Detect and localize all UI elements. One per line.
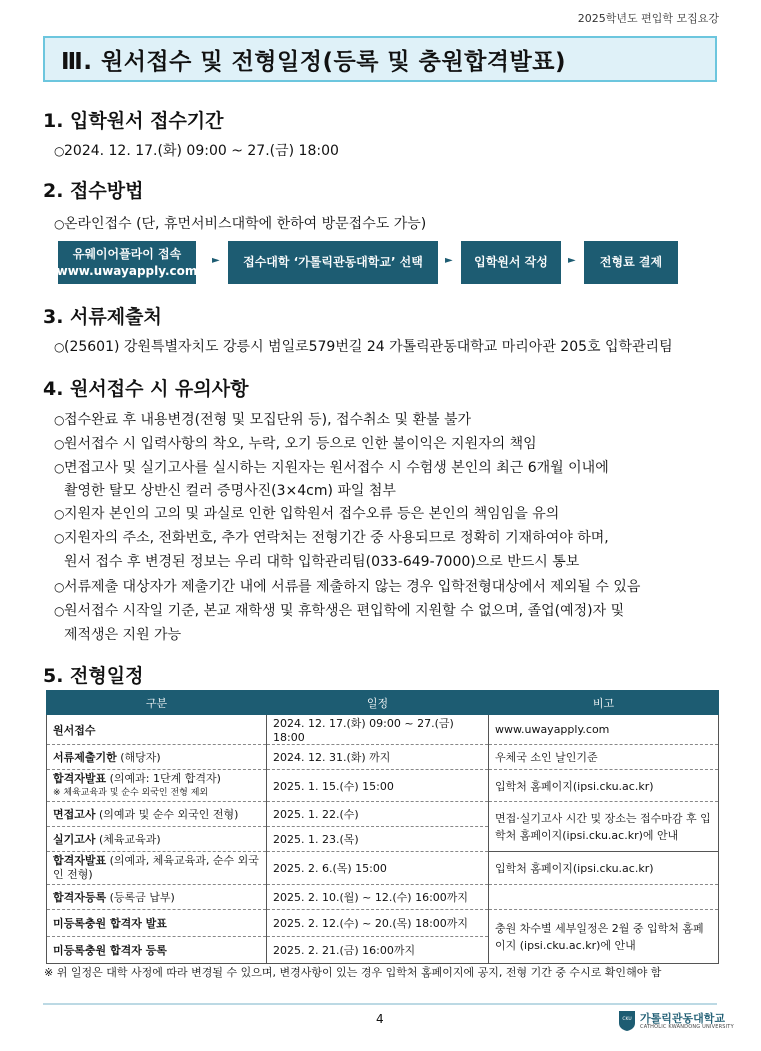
bullet: ○: [54, 144, 65, 158]
s4-line: [54, 433, 537, 453]
row-label-sub: ※ 체육교육과 및 순수 외국인 전형 제외: [53, 787, 209, 798]
flow-arrow-icon: ►: [212, 255, 220, 266]
bullet: ○: [54, 507, 65, 521]
bullet: ○: [54, 413, 65, 427]
row-label-rest: (의예과, 체육교육과, 순수 외국인 전형): [53, 854, 259, 881]
table-row: [47, 802, 719, 827]
university-name-english: CATHOLIC KWANDONG UNIVERSITY: [640, 1024, 734, 1030]
row-label-bold: 미등록충원 합격자 등록: [53, 944, 167, 957]
application-flow: [51, 241, 678, 284]
s2-line-text: 온라인접수 (단, 휴먼서비스대학에 한하여 방문접수도 가능): [64, 216, 427, 232]
university-logo: [618, 1010, 734, 1036]
row-label: [47, 827, 267, 852]
row-note: 면접·실기고사 시간 및 장소는 접수마감 후 입학처 홈페이지(ipsi.cku.ac.kr)에 안내: [489, 802, 719, 852]
flow-step-4-label: 전형료 결제: [599, 255, 663, 269]
row-label-rest: (의예과 및 순수 외국인 전형): [95, 808, 239, 821]
row-label: [47, 802, 267, 827]
row-note: 입학처 홈페이지(ipsi.cku.ac.kr): [489, 770, 719, 802]
table-row: [47, 885, 719, 910]
bullet: ○: [54, 580, 65, 594]
row-label-bold: 실기고사: [53, 833, 96, 846]
s4-line-text: 원서접수 시작일 기준, 본교 재학생 및 휴학생은 편입학에 지원할 수 없으며, 졸업(예정)자 및: [64, 603, 625, 619]
row-label-rest: (체육교육과): [95, 833, 161, 846]
flow-step-write-application: [461, 241, 561, 284]
s4-line-text: 지원자의 주소, 전화번호, 추가 연락처는 전형기간 중 사용되므로 정확히 기재하여야 하며,: [64, 530, 609, 546]
s4-line-text: 지원자 본인의 고의 및 과실로 인한 입학원서 접수오류 등은 본인의 책임임을 유의: [64, 506, 560, 522]
chapter-title: Ⅲ. 원서접수 및 전형일정(등록 및 충원합격발표): [61, 48, 566, 75]
s4-line-text: 원서접수 시 입력사항의 착오, 누락, 오기 등으로 인한 불이익은 지원자의 책임: [64, 436, 537, 452]
emblem-letters: CKU: [622, 1017, 632, 1022]
s4-line: [54, 600, 624, 620]
section-2-heading: 2. 접수방법: [43, 180, 144, 202]
table-row: [47, 770, 719, 802]
schedule-table: [46, 690, 719, 964]
chapter-title-box: [43, 36, 717, 82]
column-header: 비고: [489, 691, 719, 715]
row-note: 입학처 홈페이지(ipsi.cku.ac.kr): [489, 852, 719, 885]
section-4-heading: 4. 원서접수 시 유의사항: [43, 378, 249, 400]
flow-arrow-icon: ►: [568, 255, 576, 266]
row-date: 2024. 12. 31.(화) 까지: [267, 745, 489, 770]
s4-line: [54, 503, 559, 523]
table-row: [47, 745, 719, 770]
section-1-heading: 1. 입학원서 접수기간: [43, 110, 224, 132]
flow-step-2-label: 접수대학 ‘가톨릭관동대학교’ 선택: [243, 255, 423, 269]
section-3-heading: 3. 서류제출처: [43, 306, 162, 328]
table-row: [47, 715, 719, 745]
row-note: 우체국 소인 날인기준: [489, 745, 719, 770]
row-label-bold: 면접고사: [53, 808, 96, 821]
footer-divider: [43, 1003, 717, 1005]
row-label-bold: 합격자발표: [53, 854, 107, 867]
bullet: ○: [54, 217, 65, 231]
s4-line: [54, 527, 609, 547]
bullet: ○: [54, 340, 65, 354]
column-header: 일정: [267, 691, 489, 715]
s4-line-continued: 촬영한 탈모 상반신 컬러 증명사진(3×4cm) 파일 첨부: [64, 483, 396, 499]
row-label: [47, 852, 267, 885]
s3-line: [54, 336, 673, 356]
bullet: ○: [54, 437, 65, 451]
row-label-bold: 서류제출기한: [53, 751, 117, 764]
row-date: 2025. 1. 22.(수): [267, 802, 489, 827]
bullet: ○: [54, 461, 65, 475]
row-label: [47, 885, 267, 910]
column-header: 구분: [47, 691, 267, 715]
row-label-bold: 원서접수: [53, 723, 96, 737]
flow-step-select-university: [228, 241, 438, 284]
row-date: 2025. 2. 6.(목) 15:00: [267, 852, 489, 885]
table-header-row: [47, 691, 719, 715]
s4-line-text: 서류제출 대상자가 제출기간 내에 서류를 제출하지 않는 경우 입학전형대상에서 제외될 수 있음: [64, 579, 641, 595]
row-date: 2025. 1. 15.(수) 15:00: [267, 770, 489, 802]
s4-line-continued: 제적생은 지원 가능: [64, 627, 182, 643]
table-row: [47, 910, 719, 937]
s4-line-text: 면접고사 및 실기고사를 실시하는 지원자는 원서접수 시 수험생 본인의 최근 6개월 이내에: [64, 460, 609, 476]
row-note: www.uwayapply.com: [489, 715, 719, 745]
row-label-bold: 합격자발표: [53, 771, 107, 785]
flow-step-pay-fee: [584, 241, 678, 284]
flow-step-1-line2: (www.uwayapply.com): [51, 263, 203, 278]
header-note: 2025학년도 편입학 모집요강: [577, 12, 719, 25]
row-date: 2024. 12. 17.(화) 09:00 ~ 27.(금) 18:00: [267, 715, 489, 745]
bullet: ○: [54, 604, 65, 618]
bullet: ○: [54, 531, 65, 545]
row-label: [47, 937, 267, 964]
row-label: [47, 745, 267, 770]
s3-line-text: (25601) 강원특별자치도 강릉시 범일로579번길 24 가톨릭관동대학교 마리아관 205호 입학관리팀: [64, 339, 673, 355]
flow-arrow-icon: ►: [445, 255, 453, 266]
s4-line: [54, 409, 471, 429]
s4-line-text: 접수완료 후 내용변경(전형 및 모집단위 등), 접수취소 및 환불 불가: [64, 412, 472, 428]
row-label-bold: 합격자등록: [53, 891, 107, 904]
row-label: [47, 910, 267, 937]
row-date: 2025. 2. 21.(금) 16:00까지: [267, 937, 489, 964]
s2-line: [54, 213, 426, 233]
schedule-footnote: ※ 위 일정은 대학 사정에 따라 변경될 수 있으며, 변경사항이 있는 경우 입학처 홈페이지에 공지, 전형 기간 중 수시로 확인해야 함: [44, 966, 662, 979]
row-date: 2025. 2. 12.(수) ~ 20.(목) 18:00까지: [267, 910, 489, 937]
row-note: [489, 885, 719, 910]
flow-step-1-line1: 유웨이어플라이 접속: [72, 246, 182, 261]
s4-line: [54, 457, 609, 477]
row-label-rest: (해당자): [116, 751, 161, 764]
table-row: [47, 852, 719, 885]
row-label-bold: 미등록충원 합격자 발표: [53, 917, 167, 930]
row-label-rest: (의예과: 1단계 합격자): [106, 771, 221, 785]
row-date: 2025. 2. 10.(월) ~ 12.(수) 16:00까지: [267, 885, 489, 910]
s4-line-continued: 원서 접수 후 변경된 정보는 우리 대학 입학관리팀(033-649-7000)으로 반드시 통보: [64, 554, 580, 570]
row-label-rest: (등록금 납부): [106, 891, 175, 904]
page-number: 4: [376, 1012, 384, 1026]
university-emblem-icon: [618, 1010, 636, 1032]
s4-line: [54, 576, 640, 596]
s1-line: [54, 140, 339, 160]
row-date: 2025. 1. 23.(목): [267, 827, 489, 852]
university-name: 가톨릭관동대학교: [640, 1012, 726, 1025]
flow-step-3-label: 입학원서 작성: [474, 255, 548, 269]
row-note: 충원 차수별 세부일정은 2월 중 입학처 홈페이지 (ipsi.cku.ac.kr)에 안내: [489, 910, 719, 964]
row-label: [47, 770, 267, 802]
section-5-heading: 5. 전형일정: [43, 665, 144, 687]
flow-step-uwayapply: [51, 241, 203, 284]
s1-line-text: 2024. 12. 17.(화) 09:00 ~ 27.(금) 18:00: [64, 143, 339, 159]
row-label: [47, 715, 267, 745]
